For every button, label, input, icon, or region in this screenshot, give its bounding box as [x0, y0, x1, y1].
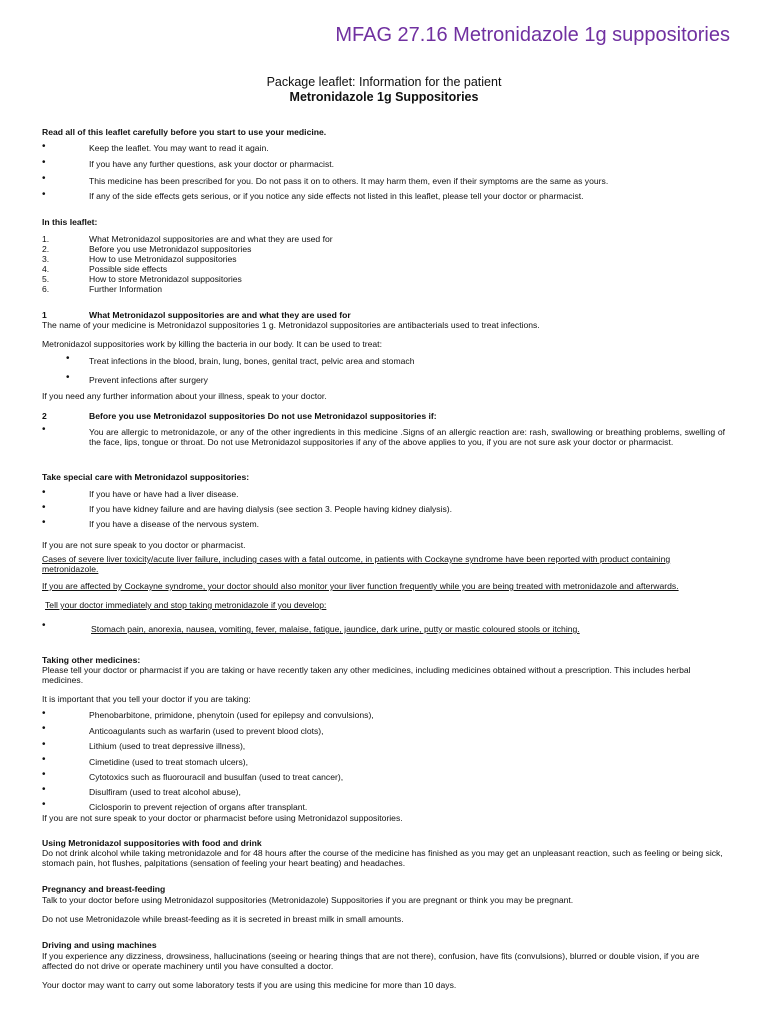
contents-number: 3.: [42, 254, 50, 264]
bullet-glyph: •: [42, 754, 46, 765]
contents-item: How to use Metronidazol suppositories: [89, 254, 237, 264]
intro-bullet: If any of the side effects gets serious, or if you notice any side effects not listed in this leaflet, please tell your doctor or pharmacist.: [89, 191, 584, 201]
special-care-bullet: If you have or have had a liver disease.: [89, 489, 239, 499]
driving-paragraph: If you experience any dizziness, drowsiness, hallucinations (seeing or hearing things that are not there), confusion, have fits (convulsions), blurred or double vision, if you are affected do not drive or operate machinery until you have consulted a doctor.: [42, 951, 700, 971]
section1-bullet: Prevent infections after surgery: [89, 375, 208, 385]
bullet-glyph: •: [42, 739, 46, 750]
contents-item: Before you use Metronidazol suppositories: [89, 244, 252, 254]
special-care-heading: Take special care with Metronidazol suppositories:: [42, 472, 250, 482]
section1-paragraph: Metronidazol suppositories work by killing the bacteria in our body. It can be used to treat:: [42, 339, 382, 349]
other-medicines-paragraph: If you are not sure speak to your doctor or pharmacist before using Metronidazol suppositories.: [42, 813, 403, 823]
section2-bullet: You are allergic to metronidazole, or any of the other ingredients in this medicine .Signs of an allergic reaction are: rash, swallowing or breathing problems, swelling of the face, lips, tongue or throat. Do not use Metronidazol suppositories if any of the above applies to you, if you are not sure ask your doctor or pharmacist.: [89, 427, 725, 447]
liver-warning-text: Cases of severe liver toxicity/acute liver failure, including cases with a fatal outcome, in patients with Cockayne syndrome have been reported with product containing metronidazole.: [42, 554, 671, 574]
special-care-bullet: If you have a disease of the nervous system.: [89, 519, 260, 529]
section1-paragraph: The name of your medicine is Metronidazol suppositories 1 g. Metronidazol suppositories are antibacterials used to treat infections.: [42, 320, 540, 330]
document-title: MFAG 27.16 Metronidazole 1g suppositories: [335, 24, 730, 46]
contents-item: What Metronidazol suppositories are and what they are used for: [89, 234, 333, 244]
symptom-list-text: Stomach pain, anorexia, nausea, vomiting, fever, malaise, fatigue, jaundice, dark urine, putty or mastic coloured stools or itching.: [91, 624, 580, 634]
bullet-glyph: •: [66, 372, 70, 383]
contents-heading: In this leaflet:: [42, 217, 98, 227]
intro-bullet: If you have any further questions, ask your doctor or pharmacist.: [89, 159, 335, 169]
contents-item: How to store Metronidazol suppositories: [89, 274, 242, 284]
bullet-glyph: •: [42, 487, 46, 498]
contents-number: 5.: [42, 274, 50, 284]
bullet-glyph: •: [42, 784, 46, 795]
medicine-bullet: Phenobarbitone, primidone, phenytoin (used for epilepsy and convulsions),: [89, 710, 374, 720]
medicine-bullet: Lithium (used to treat depressive illness),: [89, 741, 246, 751]
pregnancy-paragraph: Talk to your doctor before using Metronidazol suppositories (Metronidazole) Suppositories if you are pregnant or think you may be pregnant.: [42, 895, 574, 905]
bullet-glyph: •: [42, 723, 46, 734]
section2-number: 2: [42, 411, 47, 421]
medicine-bullet: Cimetidine (used to treat stomach ulcers),: [89, 757, 249, 767]
intro-heading: Read all of this leaflet carefully before you start to use your medicine.: [42, 127, 327, 137]
contents-number: 2.: [42, 244, 50, 254]
other-medicines-paragraph: It is important that you tell your doctor if you are taking:: [42, 694, 251, 704]
medicine-bullet: Anticoagulants such as warfarin (used to prevent blood clots),: [89, 726, 324, 736]
bullet-glyph: •: [42, 620, 46, 631]
bullet-glyph: •: [42, 517, 46, 528]
leaflet-subtitle: Package leaflet: Information for the patient: [266, 75, 502, 89]
driving-paragraph: Your doctor may want to carry out some laboratory tests if you are using this medicine for more than 10 days.: [42, 980, 457, 990]
section1-bullet: Treat infections in the blood, brain, lung, bones, genital tract, pelvic area and stomach: [89, 356, 415, 366]
leaflet-product-name: Metronidazole 1g Suppositories: [289, 90, 479, 104]
bullet-glyph: •: [42, 189, 46, 200]
bullet-glyph: •: [42, 424, 46, 435]
pregnancy-paragraph: Do not use Metronidazole while breast-feeding as it is secreted in breast milk in small amounts.: [42, 914, 404, 924]
intro-bullet: Keep the leaflet. You may want to read it again.: [89, 143, 269, 153]
food-drink-paragraph: Do not drink alcohol while taking metronidazole and for 48 hours after the course of the medicine has finished as you may get an unpleasant reaction, such as feeling or being sick, stomach pain, hot flushes, palpitations (sensation of feeling your heart beating) and headaches.: [42, 848, 723, 868]
section1-heading: What Metronidazol suppositories are and what they are used for: [89, 310, 351, 320]
special-care-bullet: If you have kidney failure and are having dialysis (see section 3. People having kidney dialysis).: [89, 504, 453, 514]
section2-heading: Before you use Metronidazol suppositories Do not use Metronidazol suppositories if:: [89, 411, 437, 421]
food-drink-heading: Using Metronidazol suppositories with food and drink: [42, 838, 262, 848]
contents-number: 4.: [42, 264, 50, 274]
bullet-glyph: •: [42, 173, 46, 184]
cockayne-warning-text: If you are affected by Cockayne syndrome, your doctor should also monitor your liver function frequently while you are being treated with metronidazole and afterwards.: [42, 581, 679, 591]
bullet-glyph: •: [42, 799, 46, 810]
bullet-glyph: •: [42, 157, 46, 168]
section1-number: 1: [42, 310, 47, 320]
pregnancy-heading: Pregnancy and breast-feeding: [42, 884, 166, 894]
contents-item: Possible side effects: [89, 264, 168, 274]
bullet-glyph: •: [66, 353, 70, 364]
medicine-bullet: Cytotoxics such as fluorouracil and busulfan (used to treat cancer),: [89, 772, 344, 782]
bullet-glyph: •: [42, 502, 46, 513]
other-medicines-heading: Taking other medicines:: [42, 655, 141, 665]
other-medicines-paragraph: Please tell your doctor or pharmacist if you are taking or have recently taken any other medicines, including medicines obtained without a prescription. This includes herbal medicines.: [42, 665, 691, 685]
section1-paragraph: If you need any further information about your illness, speak to your doctor.: [42, 391, 327, 401]
contents-number: 1.: [42, 234, 50, 244]
contents-number: 6.: [42, 284, 50, 294]
bullet-glyph: •: [42, 708, 46, 719]
special-care-paragraph: If you are not sure speak to you doctor or pharmacist.: [42, 540, 246, 550]
medicine-bullet: Ciclosporin to prevent rejection of organs after transplant.: [89, 802, 308, 812]
bullet-glyph: •: [42, 769, 46, 780]
bullet-glyph: •: [42, 141, 46, 152]
intro-bullet: This medicine has been prescribed for you. Do not pass it on to others. It may harm them, even if their symptoms are the same as yours.: [89, 176, 609, 186]
driving-heading: Driving and using machines: [42, 940, 157, 950]
contents-item: Further Information: [89, 284, 163, 294]
stop-taking-warning-text: Tell your doctor immediately and stop taking metronidazole if you develop:: [45, 600, 327, 610]
medicine-bullet: Disulfiram (used to treat alcohol abuse),: [89, 787, 241, 797]
